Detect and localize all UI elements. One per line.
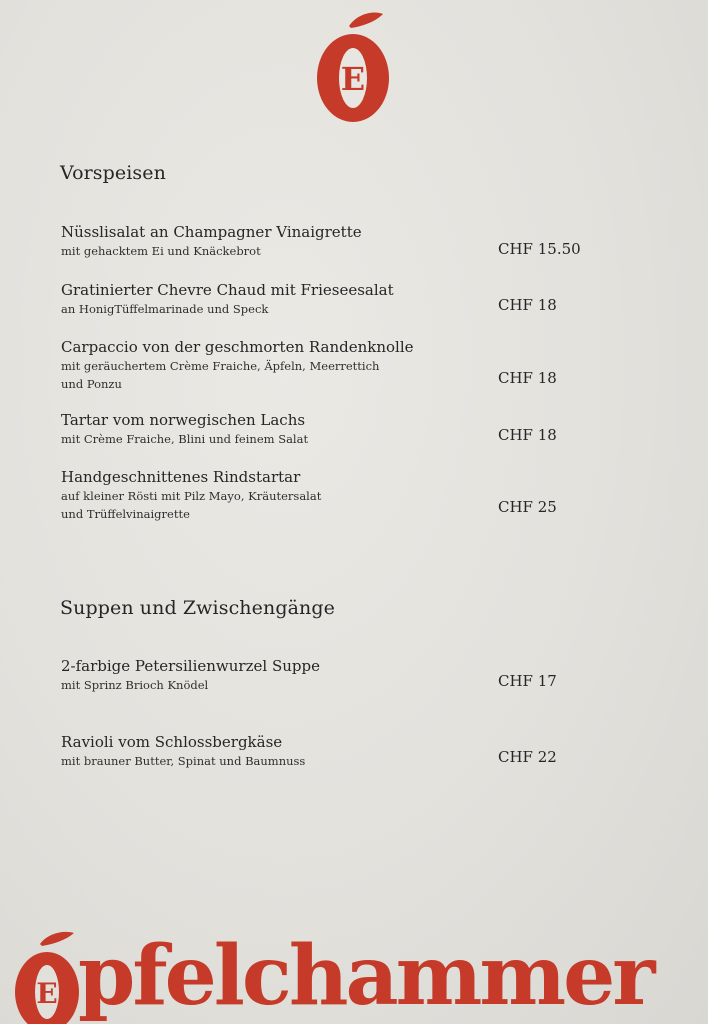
menu-item-description	[61, 357, 406, 393]
logo-letter: E	[340, 60, 366, 98]
menu-item-price: CHF 15.50	[498, 240, 581, 258]
menu-item-price: CHF 25	[498, 498, 557, 516]
menu-item-description	[61, 430, 406, 448]
menu-item-name: Carpaccio von der geschmorten Randenknolle	[61, 338, 414, 356]
menu-item-price: CHF 18	[498, 369, 557, 387]
section-title-suppen: Suppen und Zwischengänge	[60, 597, 335, 619]
menu-item-price: CHF 18	[498, 426, 557, 444]
brand-wordmark	[0, 918, 708, 1024]
menu-item-description-line: mit brauner Butter, Spinat und Baumnuss	[61, 754, 306, 768]
menu-item-name: 2-farbige Petersilienwurzel Suppe	[61, 657, 320, 675]
brand-apple-o-icon	[12, 930, 82, 1024]
menu-item-description	[61, 487, 406, 523]
menu-item-description-line: und Ponzu	[61, 377, 122, 391]
section-title-vorspeisen: Vorspeisen	[60, 162, 166, 184]
brand-wordmark-text: pfelchammer	[78, 928, 653, 1024]
menu-item-price: CHF 22	[498, 748, 557, 766]
menu-item-description-line: auf kleiner Rösti mit Pilz Mayo, Kräutersalat	[61, 489, 322, 503]
menu-item-description	[61, 752, 406, 770]
menu-item-name: Ravioli vom Schlossbergkäse	[61, 733, 283, 751]
brand-letter: E	[36, 977, 58, 1010]
menu-item-description-line: an HonigTüffelmarinade und Speck	[61, 302, 269, 316]
menu-item-name: Gratinierter Chevre Chaud mit Frieseesalat	[61, 281, 394, 299]
menu-item-description-line: mit Sprinz Brioch Knödel	[61, 678, 209, 692]
menu-item-price: CHF 17	[498, 672, 557, 690]
menu-item-price: CHF 18	[498, 296, 557, 314]
menu-item-description-line: mit gehacktem Ei und Knäckebrot	[61, 244, 261, 258]
menu-item-name: Tartar vom norwegischen Lachs	[61, 411, 306, 429]
menu-item-description-line: mit geräuchertem Crème Fraiche, Äpfeln, Meerrettich	[61, 359, 380, 373]
menu-item-description-line: mit Crème Fraiche, Blini und feinem Salat	[61, 432, 309, 446]
menu-item-name: Nüsslisalat an Champagner Vinaigrette	[61, 223, 362, 241]
menu-item-name: Handgeschnittenes Rindstartar	[61, 468, 301, 486]
menu-item-description-line: und Trüffelvinaigrette	[61, 507, 190, 521]
menu-item-description	[61, 300, 406, 318]
restaurant-logo-icon	[313, 10, 393, 122]
menu-item-description	[61, 242, 406, 260]
menu-item-description	[61, 676, 406, 694]
